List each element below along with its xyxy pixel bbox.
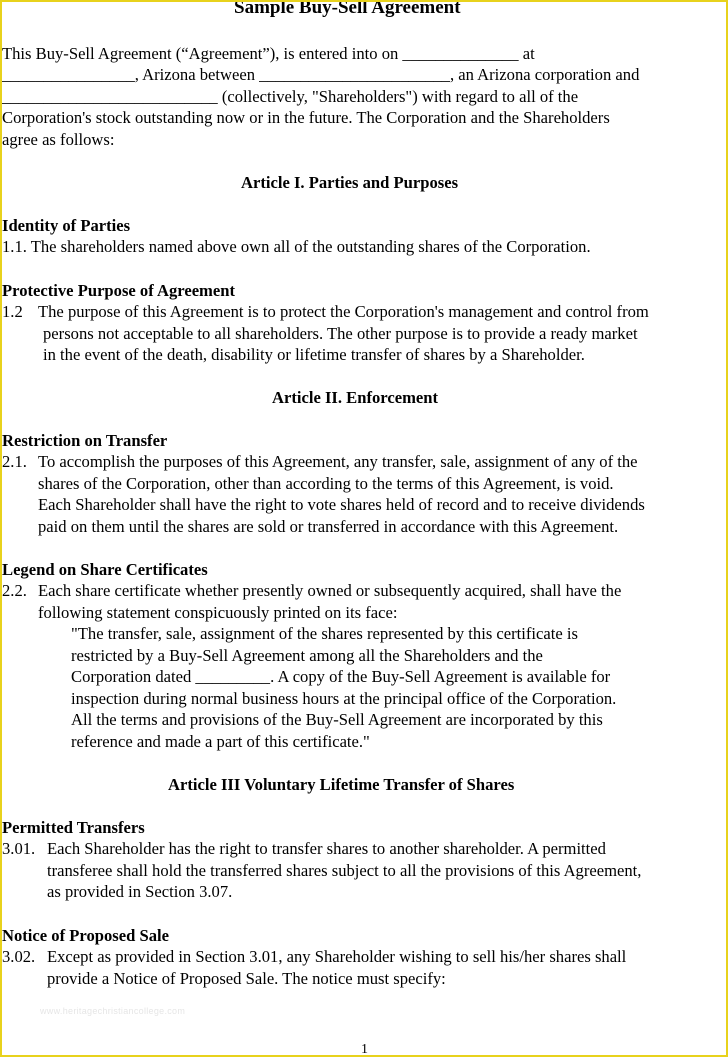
section-3-02-line-2: provide a Notice of Proposed Sale. The notice must specify: (47, 969, 446, 988)
section-2-1-number: 2.1. (2, 452, 27, 471)
intro-line-2: ________________, Arizona between _______________________, an Arizona corporation and (2, 65, 640, 84)
section-2-1-line-2: shares of the Corporation, other than according to the terms of this Agreement, is void. (38, 474, 614, 493)
section-1-2-number: 1.2 (2, 302, 23, 321)
document-title: Sample Buy-Sell Agreement (234, 0, 461, 18)
section-3-01-line-3: as provided in Section 3.07. (47, 882, 233, 901)
certificate-quote-line-4: inspection during normal business hours at the principal office of the Corporation. (71, 689, 617, 708)
section-heading-legend-on-share-certificates: Legend on Share Certificates (2, 560, 208, 579)
article-3-heading: Article III Voluntary Lifetime Transfer of Shares (168, 775, 515, 794)
section-3-02-number: 3.02. (2, 947, 36, 966)
intro-line-1: This Buy-Sell Agreement (“Agreement”), is entered into on ______________ at (2, 44, 535, 63)
section-heading-notice-of-proposed-sale: Notice of Proposed Sale (2, 926, 169, 945)
section-heading-permitted-transfers: Permitted Transfers (2, 818, 145, 837)
certificate-quote-line-1: "The transfer, sale, assignment of the shares represented by this certificate is (71, 624, 578, 643)
section-1-2-line-2: persons not acceptable to all shareholders. The other purpose is to provide a ready market (43, 324, 638, 343)
certificate-quote-line-3: Corporation dated _________. A copy of the Buy-Sell Agreement is available for (71, 667, 611, 686)
intro-line-5: agree as follows: (2, 130, 115, 149)
section-2-1-line-1: To accomplish the purposes of this Agreement, any transfer, sale, assignment of any of the (38, 452, 638, 471)
section-heading-identity-of-parties: Identity of Parties (2, 216, 131, 235)
section-2-2-line-2: following statement conspicuously printed on its face: (38, 603, 398, 622)
certificate-quote-line-2: restricted by a Buy-Sell Agreement among all the Shareholders and the (71, 646, 543, 665)
page-number: 1 (361, 1042, 368, 1057)
section-2-2-number: 2.2. (2, 581, 27, 600)
section-3-01-number: 3.01. (2, 839, 36, 858)
article-2-heading: Article II. Enforcement (272, 388, 439, 407)
certificate-quote-line-5: All the terms and provisions of the Buy-Sell Agreement are incorporated by this (71, 710, 603, 729)
intro-line-3: __________________________ (collectively, "Shareholders") with regard to all of the (2, 87, 579, 106)
section-3-01-line-1: Each Shareholder has the right to transfer shares to another shareholder. A permitted (47, 839, 606, 858)
section-heading-restriction-on-transfer: Restriction on Transfer (2, 431, 168, 450)
certificate-quote-line-6: reference and made a part of this certificate." (71, 732, 370, 751)
section-2-1-line-3: Each Shareholder shall have the right to vote shares held of record and to receive dividends (38, 495, 645, 514)
section-1-2-line-3: in the event of the death, disability or lifetime transfer of shares by a Shareholder. (43, 345, 585, 364)
section-2-2-line-1: Each share certificate whether presently owned or subsequently acquired, shall have the (38, 581, 622, 600)
section-1-1-text: 1.1. The shareholders named above own all of the outstanding shares of the Corporation. (2, 237, 591, 256)
watermark: www.heritagechristiancollege.com (40, 1006, 186, 1016)
section-heading-protective-purpose: Protective Purpose of Agreement (2, 281, 236, 300)
section-3-01-line-2: transferee shall hold the transferred shares subject to all the provisions of this Agreement, (47, 861, 642, 880)
section-1-2-line-1: The purpose of this Agreement is to protect the Corporation's management and control from (38, 302, 649, 321)
article-1-heading: Article I. Parties and Purposes (241, 173, 459, 192)
section-2-1-line-4: paid on them until the shares are sold or transferred in accordance with this Agreement. (38, 517, 619, 536)
intro-line-4: Corporation's stock outstanding now or in the future. The Corporation and the Shareholders (2, 108, 610, 127)
section-3-02-line-1: Except as provided in Section 3.01, any Shareholder wishing to sell his/her shares shall (47, 947, 627, 966)
